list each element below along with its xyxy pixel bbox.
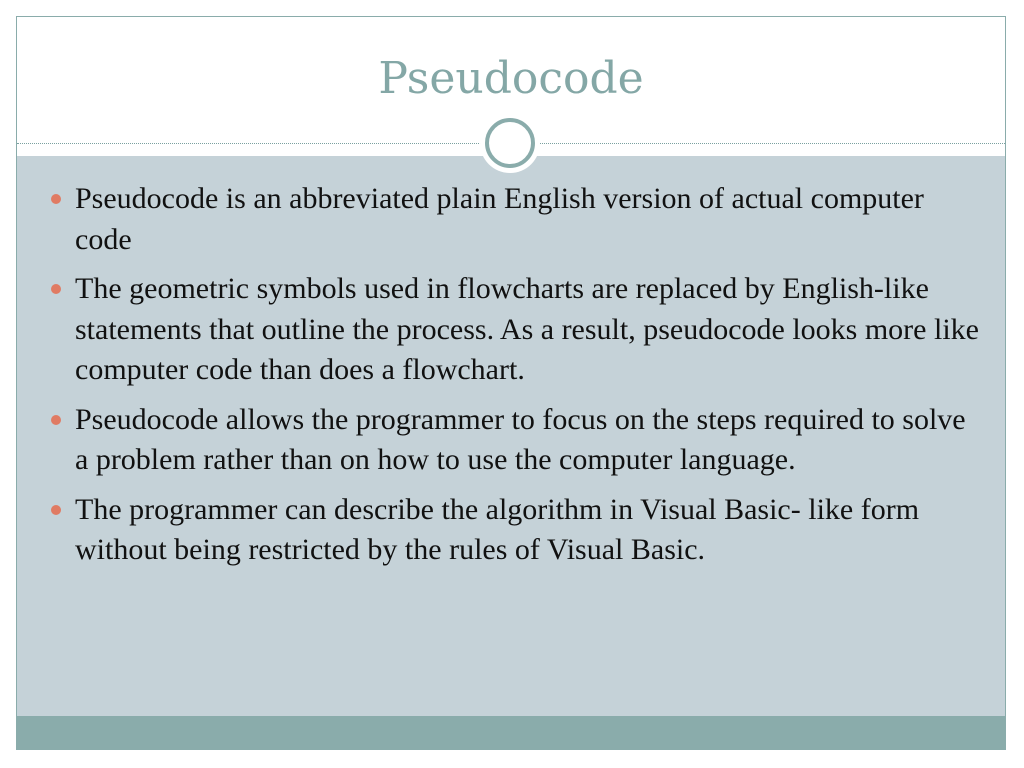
bullet-text: Pseudocode allows the programmer to focus on the steps required to solve a problem rather than on how to use the computer language. bbox=[75, 402, 966, 476]
bullet-item bbox=[45, 269, 985, 391]
bullet-text: Pseudocode is an abbreviated plain English version of actual computer code bbox=[75, 182, 924, 256]
bullet-dot-icon bbox=[51, 194, 61, 204]
bullet-list bbox=[45, 179, 985, 580]
bullet-item bbox=[45, 179, 985, 260]
circle-ornament-ring bbox=[485, 118, 535, 168]
slide bbox=[16, 16, 1006, 750]
bullet-text: The geometric symbols used in flowcharts are replaced by English-like statements that outline the process. As a result, pseudocode looks more like computer code than does a flowchart. bbox=[75, 272, 979, 386]
footer-band bbox=[17, 716, 1005, 750]
bullet-dot-icon bbox=[51, 415, 61, 425]
bullet-item bbox=[45, 490, 985, 571]
bullet-dot-icon bbox=[51, 505, 61, 515]
bullet-text: The programmer can describe the algorithm in Visual Basic- like form without being restricted by the rules of Visual Basic. bbox=[75, 492, 920, 566]
bullet-dot-icon bbox=[51, 284, 61, 294]
bullet-item bbox=[45, 400, 985, 481]
slide-title: Pseudocode bbox=[378, 53, 644, 104]
